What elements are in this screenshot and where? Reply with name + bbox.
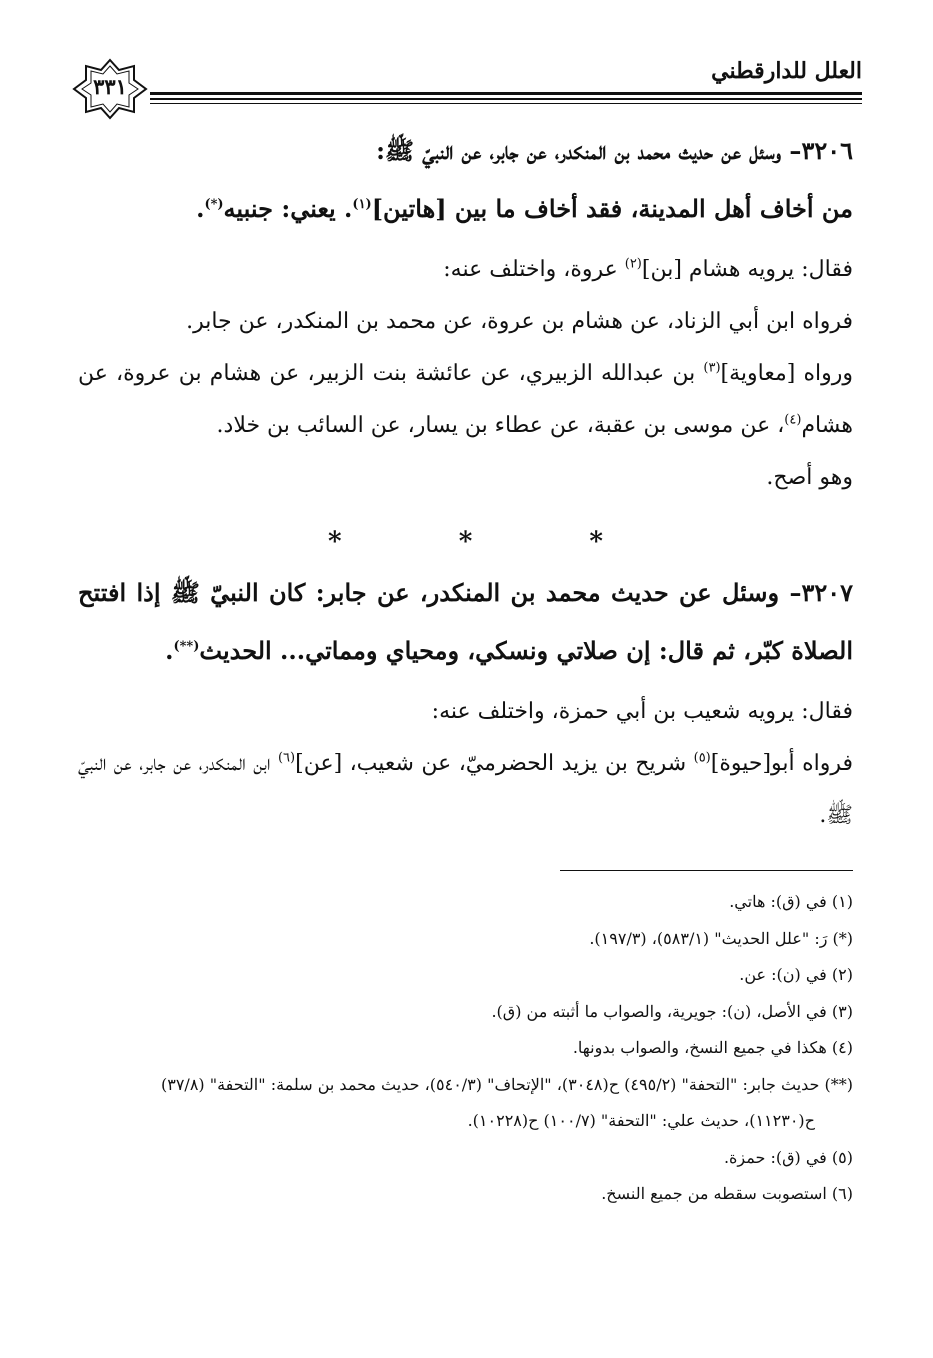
entry-3206-para-1: فقال: يرويه هشام [بن]$^{(٢)}$ عروة، واختلف عنه: (443, 256, 853, 282)
entry-3207-para-2: فرواه أبو[حيوة]$^{(٥)}$ شريح بن يزيد الحضرميّ، عن شعيب، [عن]$^{(٦)}$ ابن المنكدر، عن جابر، عن النبيّ ﷺ. (78, 750, 853, 828)
footnote-ref: (٥) (693, 750, 711, 766)
footnote-double-star-cont: ح(١١٢٣٠)، حديث علي: "التحفة" (١٠٠/٧) ح(١٠٢٢٨). (467, 1111, 815, 1130)
entry-3207-heading: ٣٢٠٧– وسئل عن حديث محمد بن المنكدر، عن جابر: كان النبيّ ﷺ إذا افتتح الصلاة كبّر، ثم قال: إن صلاتي ونسكي، ومحياي ومماتي... الحديث(**). (78, 578, 853, 665)
page-number: ٣٣١ (93, 74, 127, 99)
footnote-6: (٦) استصوبت سقطه من جميع النسخ. (601, 1184, 853, 1203)
entry-3206-para-3: ورواه [معاوية]$^{(٣)}$ بن عبدالله الزبيري، عن عائشة بنت الزبير، عن هشام بن عروة، عن هشام$^{(٤)}$، عن موسى بن عقبة، عن عطاء بن يسار، عن السائب بن خلاد. (78, 360, 853, 438)
footnote-ref: (٤) (784, 412, 802, 428)
footnote-1: (١) في (ق): هاتي. (729, 892, 853, 911)
entry-3206-para-2: فرواه ابن أبي الزناد، عن هشام بن عروة، عن محمد بن المنكدر، عن جابر. (186, 309, 853, 334)
main-text (78, 122, 853, 842)
footnote-2: (٢) في (ن): عن. (739, 965, 853, 984)
entry-3206-para-4: وهو أصح. (766, 465, 853, 490)
section-separator: * * * (328, 527, 657, 557)
footnote-divider (560, 870, 853, 871)
entry-3207-para-1: فقال: يرويه شعيب بن أبي حمزة، واختلف عنه: (431, 699, 853, 724)
footnote-star: (*) رَ: "علل الحديث" (٥٨٣/١)، (١٩٧/٣). (589, 928, 853, 948)
footnote-ref: (**) (173, 639, 200, 654)
entry-3206-heading: ٣٢٠٦– وسئل عن حديث محمد بن المنكدر، عن جابر، عن النبيّ ﷺ: من أخاف أهل المدينة، فقد أخاف ما بين [هاتين]$^{(١)}$. يعني: جنبيه(*). (196, 136, 853, 223)
header-rules (150, 92, 862, 108)
footnote-ref: (٢) (624, 256, 642, 272)
footnote-3: (٣) في الأصل، (ن): جويرية، والصواب ما أثبته من (ق). (491, 1001, 853, 1021)
footnote-4: (٤) هكذا في جميع النسخ، والصواب بدونها. (572, 1038, 853, 1057)
footnote-ref: (١) (352, 197, 372, 212)
page-number-ornament (72, 58, 148, 120)
footnote-5: (٥) في (ق): حمزة. (723, 1147, 853, 1167)
footnote-ref: (٦) (277, 750, 296, 766)
footnote-double-star: (**) حديث جابر: "التحفة" (٤٩٥/٢) ح(٣٠٤٨)، "الإتحاف" (٥٤٠/٣)، حديث محمد بن سلمة: "التحفة" (٣٧/٨) (160, 1074, 853, 1094)
footnotes (78, 884, 853, 1213)
page-header (72, 58, 862, 118)
running-title: العلل للدارقطني (711, 58, 862, 84)
footnote-ref: (٣) (703, 360, 721, 376)
footnote-ref: (*) (204, 197, 224, 212)
